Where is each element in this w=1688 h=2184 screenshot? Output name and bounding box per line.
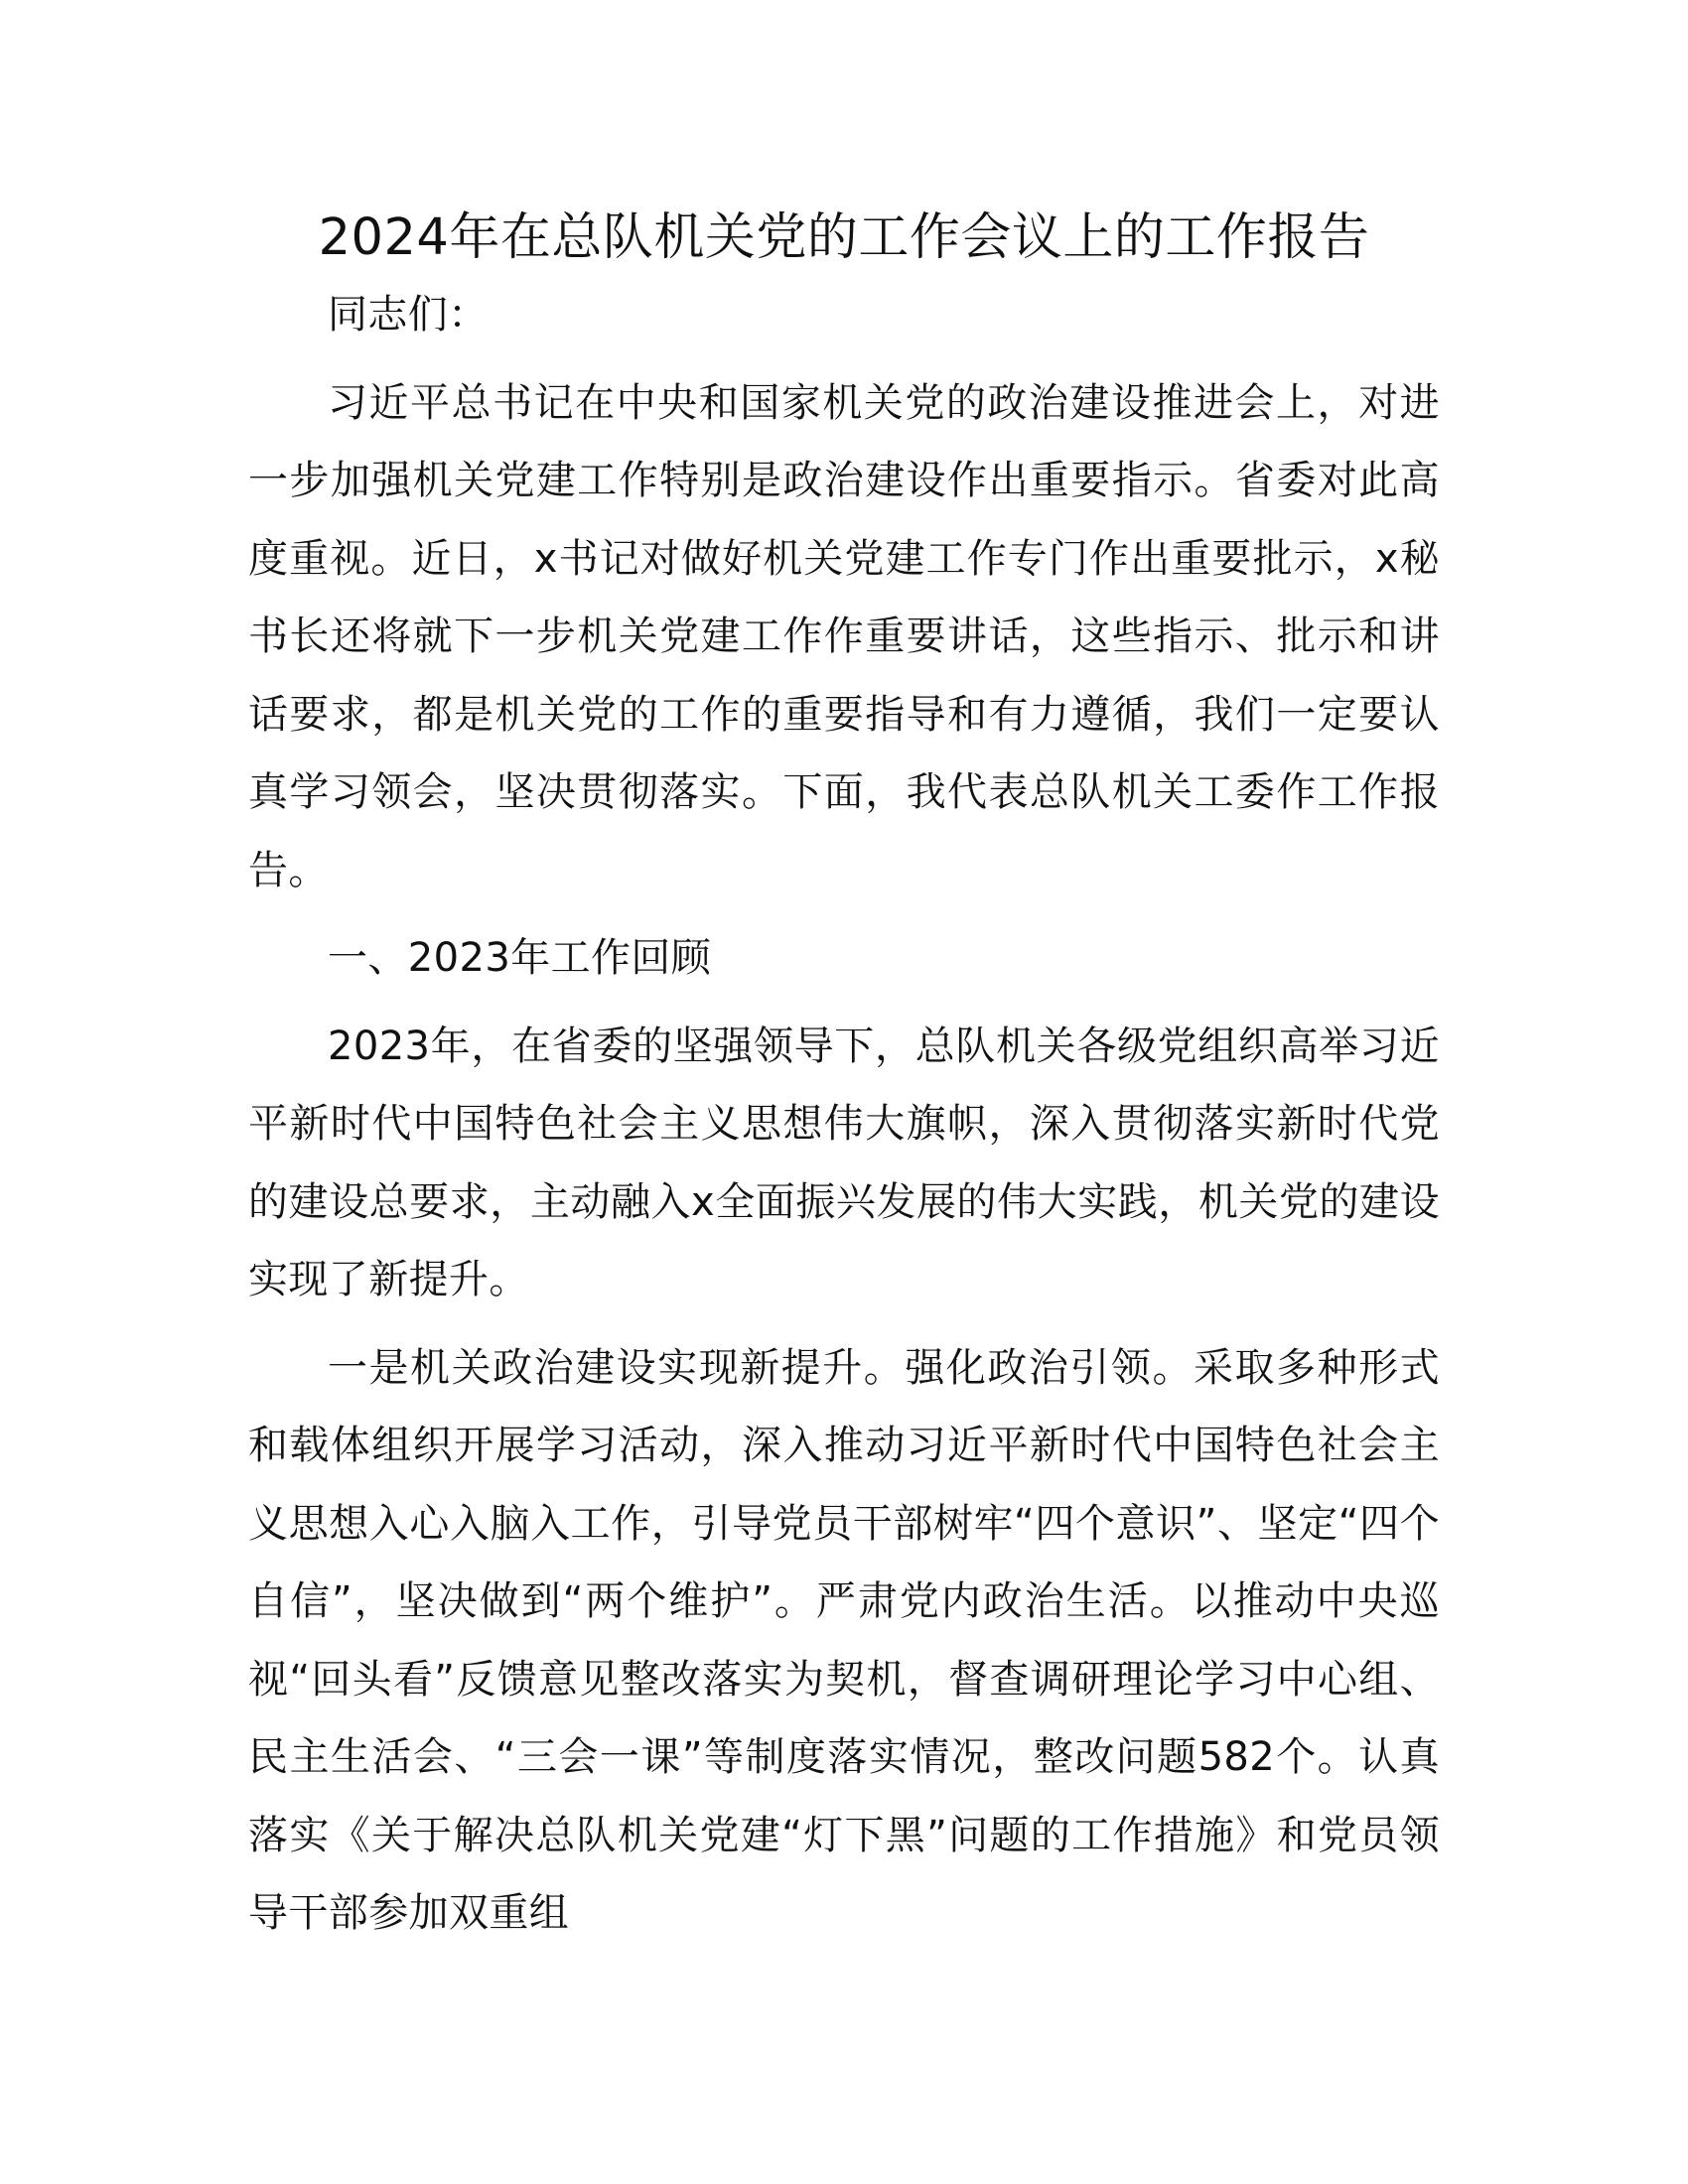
document-body <box>248 276 1440 1953</box>
paragraph-review: 2023年，在省委的坚强领导下，总队机关各级党组织高举习近平新时代中国特色社会主义思想伟大旗帜，深入贯彻落实新时代党的建设总要求，主动融入x全面振兴发展的伟大实践，机关党的建设实现了新提升。 <box>248 1023 1440 1302</box>
paragraph-intro: 习近平总书记在中央和国家机关党的政治建设推进会上，对进一步加强机关党建工作特别是政治建设作出重要指示。省委对此高度重视。近日，x书记对做好机关党建工作专门作出重要批示，x秘书长还将就下一步机关党建工作作重要讲话，这些指示、批示和讲话要求，都是机关党的工作的重要指导和有力遵循，我们一定要认真学习领会，坚决贯彻落实。下面，我代表总队机关工委作工作报告。 <box>248 379 1440 893</box>
paragraph-political-construction: 一是机关政治建设实现新提升。强化政治引领。采取多种形式和载体组织开展学习活动，深入推动习近平新时代中国特色社会主义思想入心入脑入工作，引导党员干部树牢“四个意识”、坚定“四个自信”，坚决做到“两个维护”。严肃党内政治生活。以推动中央巡视“回头看”反馈意见整改落实为契机，督查调研理论学习中心组、民主生活会、“三会一课”等制度落实情况，整改问题582个。认真落实《关于解决总队机关党建“灯下黑”问题的工作措施》和党员领导干部参加双重组 <box>248 1344 1440 1936</box>
greeting: 同志们： <box>328 292 489 338</box>
section-heading: 一、2023年工作回顾 <box>328 935 712 981</box>
document-title: 2024年在总队机关党的工作会议上的工作报告 <box>318 208 1370 267</box>
